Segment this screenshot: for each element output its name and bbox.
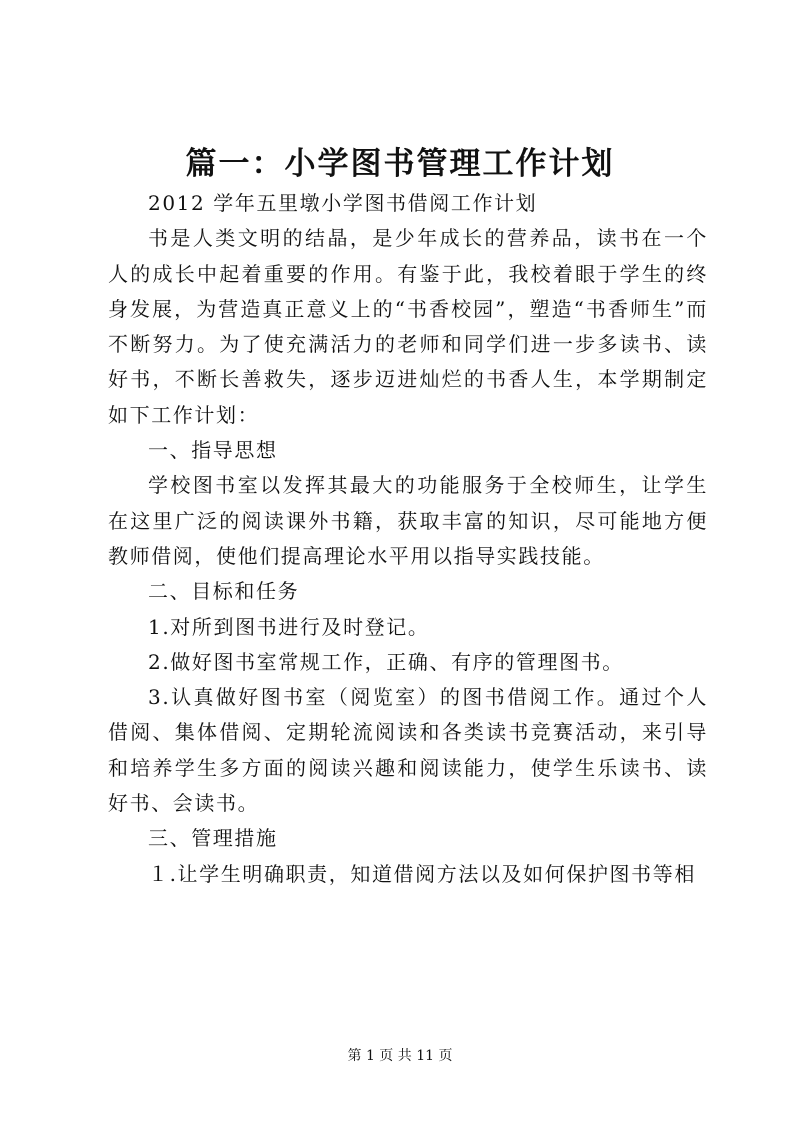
paragraph-intro: 书是人类文明的结晶，是少年成长的营养品，读书在一个人的成长中起着重要的作用。有鉴于此，我校着眼于学生的终身发展，为营造真正意义上的“书香校园”，塑造“书香师生”而不断努力。为了使充满活力的老师和同学们进一步多读书、读好书，不断长善救失，逐步迈进灿烂的书香人生，本学期制定如下工作计划： xyxy=(108,226,708,427)
section-heading-goals-tasks: 二、目标和任务 xyxy=(148,579,300,604)
list-item-goal-1: 1.对所到图书进行及时登记。 xyxy=(148,614,430,639)
list-item-goal-3: 3.认真做好图书室（阅览室）的图书借阅工作。通过个人借阅、集体借阅、定期轮流阅读和各类读书竞赛活动，来引导和培养学生多方面的阅读兴趣和阅读能力，使学生乐读书、读好书、会读书。 xyxy=(108,685,708,816)
document-subtitle: 2012 学年五里墩小学图书借阅工作计划 xyxy=(148,191,538,215)
document-title: 篇一：小学图书管理工作计划 xyxy=(185,146,615,182)
paragraph-guiding-thought: 学校图书室以发挥其最大的功能服务于全校师生，让学生在这里广泛的阅读课外书籍，获取丰富的知识，尽可能地方便教师借阅，使他们提高理论水平用以指导实践技能。 xyxy=(108,473,708,568)
page-number-footer: 第 1 页 共 11 页 xyxy=(347,1048,453,1064)
section-heading-management-measures: 三、管理措施 xyxy=(148,826,278,851)
list-item-goal-2: 2.做好图书室常规工作，正确、有序的管理图书。 xyxy=(148,649,624,674)
section-heading-guiding-thought: 一、指导思想 xyxy=(148,438,278,463)
list-item-measure-1: １.让学生明确职责，知道借阅方法以及如何保护图书等相 xyxy=(148,861,696,886)
document-body xyxy=(108,186,708,892)
